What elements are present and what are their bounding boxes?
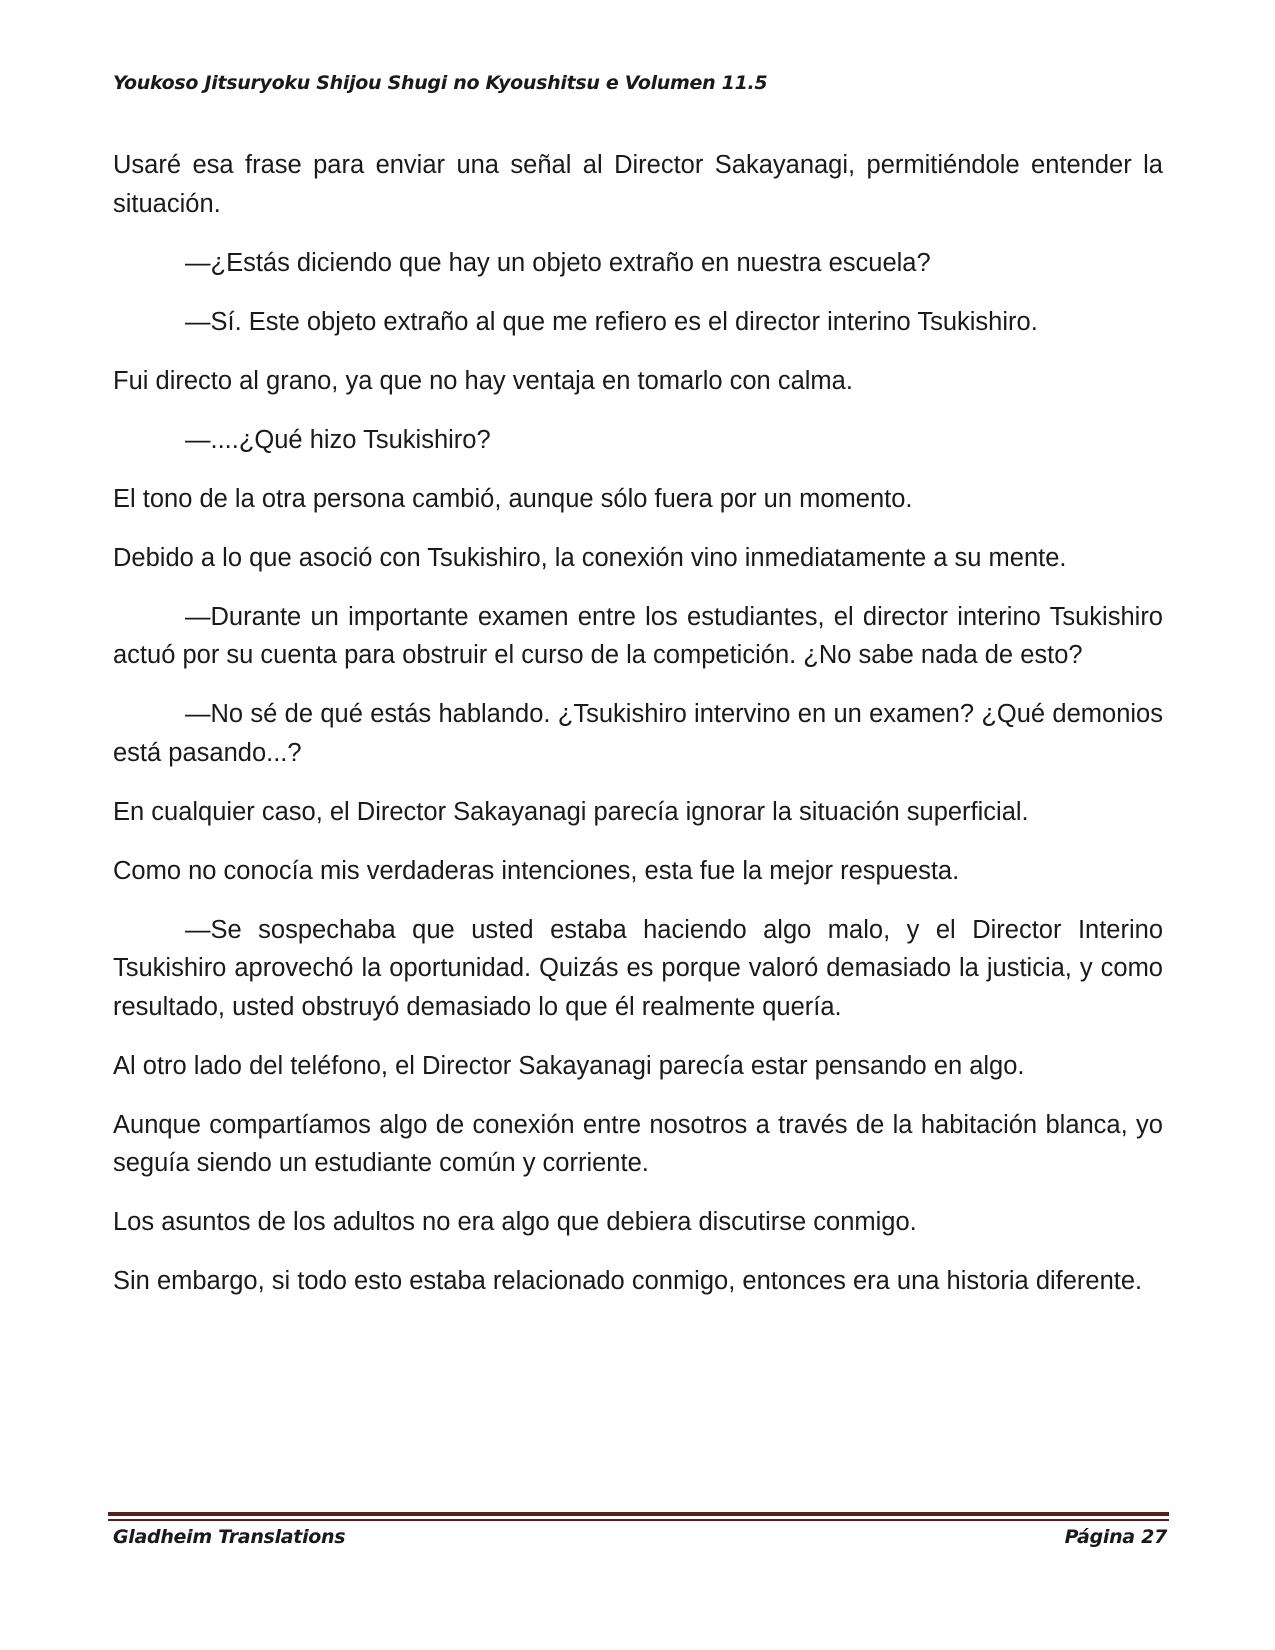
paragraph: Como no conocía mis verdaderas intenciones, esta fue la mejor respuesta.	[113, 856, 960, 885]
paragraph: Debido a lo que asoció con Tsukishiro, la conexión vino inmediatamente a su mente.	[113, 543, 1067, 572]
dialogue-paragraph: —Sí. Este objeto extraño al que me refiero es el director interino Tsukishiro.	[185, 307, 1038, 336]
paragraph: Aunque compartíamos algo de conexión entre nosotros a través de la habitación blanca, yo seguía siendo un estudiante común y corriente.	[113, 1110, 1163, 1177]
paragraph: Al otro lado del teléfono, el Director Sakayanagi parecía estar pensando en algo.	[113, 1051, 1025, 1080]
paragraph: Sin embargo, si todo esto estaba relacionado conmigo, entonces era una historia diferente.	[113, 1267, 1143, 1295]
footer-divider-thin	[108, 1519, 1169, 1521]
footer-page-number: Página 27	[1064, 1526, 1167, 1548]
paragraph: En cualquier caso, el Director Sakayanagi parecía ignorar la situación superficial.	[113, 797, 1029, 826]
paragraph: Los asuntos de los adultos no era algo que debiera discutirse conmigo.	[113, 1208, 917, 1236]
dialogue-paragraph: —Se sospechaba que usted estaba haciendo algo malo, y el Director Interino Tsukishiro aprovechó la oportunidad. Quizás es porque valoró demasiado la justicia, y como resultado, usted obstruyó demasiado lo que él realmente quería.	[113, 915, 1163, 1021]
paragraph: Fui directo al grano, ya que no hay ventaja en tomarlo con calma.	[113, 366, 853, 395]
dialogue-paragraph: —....¿Qué hizo Tsukishiro?	[185, 425, 491, 454]
body-text	[113, 146, 1163, 1321]
dialogue-paragraph: —No sé de qué estás hablando. ¿Tsukishiro intervino en un examen? ¿Qué demonios está pasando...?	[113, 700, 1163, 767]
running-header-title: Youkoso Jitsuryoku Shijou Shugi no Kyoushitsu e Volumen 11.5	[113, 72, 768, 94]
dialogue-paragraph: —Durante un importante examen entre los estudiantes, el director interino Tsukishiro actuó por su cuenta para obstruir el curso de la competición. ¿No sabe nada de esto?	[113, 602, 1163, 669]
paragraph: Usaré esa frase para enviar una señal al Director Sakayanagi, permitiéndole entender la situación.	[113, 151, 1163, 218]
paragraph: El tono de la otra persona cambió, aunque sólo fuera por un momento.	[113, 484, 913, 513]
dialogue-paragraph: —¿Estás diciendo que hay un objeto extraño en nuestra escuela?	[185, 248, 931, 277]
footer-divider-thick	[108, 1512, 1169, 1516]
footer-translator-credit: Gladheim Translations	[113, 1526, 346, 1548]
